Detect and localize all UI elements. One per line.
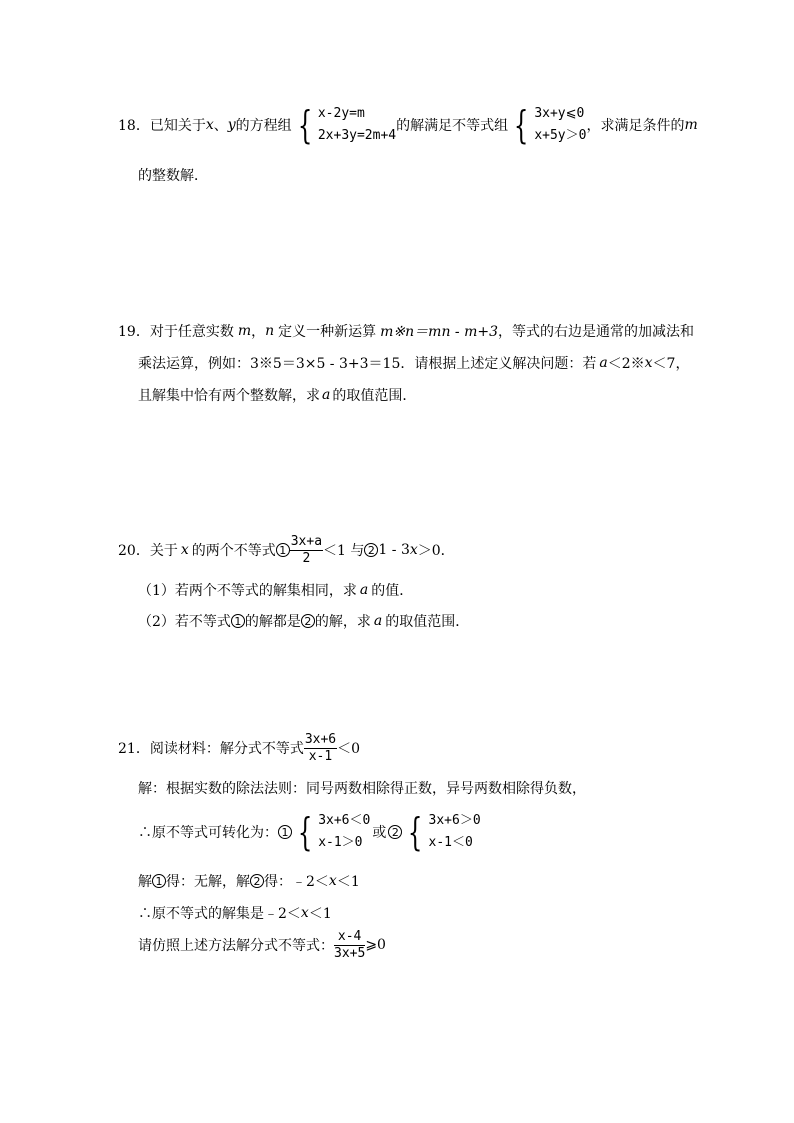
q18-line1: 18． 已知关于 x 、 y 的方程组 { x-2y=m 2x+3y=2m+4 的解满足不等式组 { 3x+y⩽0 x+5y＞0 ，求满足条件的 m [118, 103, 698, 147]
inequality-system: 3x+6＞0 x-1＜0 [428, 813, 481, 850]
fraction: $\frac{3x+6}{x-1}$ [304, 731, 337, 764]
fraction: $\frac{x-4}{3x+5}$ [334, 928, 366, 961]
circled-number-2: 2 [250, 874, 264, 888]
question-number: 19． [118, 324, 150, 340]
left-brace: { [297, 810, 313, 854]
q18-line2: 的整数解． [138, 168, 208, 184]
q19-line3: 且解集中恰有两个整数解，求 a 的取值范围． [138, 387, 417, 404]
q21-line4: 解 1 得：无解，解 2 得：﹣2＜ x ＜1 [138, 873, 360, 890]
q21-line5: ∴原不等式的解集是﹣2＜ x ＜1 [138, 905, 332, 922]
q21-line3: ∴原不等式可转化为： 1 { 3x+6＜0 x-1＞0 或 2 { 3x+6＞0 x-1＜0 [138, 810, 481, 854]
fraction: $\frac{3x+a}{2}$ [290, 533, 323, 566]
circled-number-2: 2 [364, 543, 378, 557]
left-brace: { [408, 810, 423, 854]
circled-number-1: 1 [152, 874, 166, 888]
equation-system: x-2y=m 2x+3y=2m+4 [317, 106, 397, 143]
q21-line2: 解：根据实数的除法法则：同号两数相除得正数，异号两数相除得负数， [138, 781, 586, 797]
q20-line1: 20． 关于 x 的两个不等式 1 $\frac{3x+a}{2}$ ＜1 与 2 1 - 3 x ＞0． [118, 533, 455, 566]
question-number: 21． [118, 741, 150, 757]
q19-line1: 19． 对于任意实数 m ， n 定义一种新运算 m※n＝mn - m+3 ，等式的右边是通常的加减法和 [118, 323, 694, 340]
question-number: 20． [118, 543, 150, 559]
q20-part2: （2）若不等式 1 的解都是 2 的解，求 a 的取值范围． [138, 613, 470, 630]
left-brace: { [513, 103, 529, 147]
inequality-system: 3x+y⩽0 x+5y＞0 [534, 106, 587, 143]
q21-line1: 21． 阅读材料：解分式不等式 $\frac{3x+6}{x-1}$ ＜0 [118, 731, 361, 764]
left-brace: { [297, 103, 313, 147]
circled-number-1: 1 [231, 614, 245, 628]
question-number: 18． [118, 118, 150, 134]
q21-line6: 请仿照上述方法解分式不等式： $\frac{x-4}{3x+5}$ ⩾0 [138, 928, 386, 961]
inequality-system: 3x+6＜0 x-1＞0 [318, 813, 371, 850]
circled-number-2: 2 [301, 614, 315, 628]
circled-number-2: 2 [388, 825, 402, 839]
q19-line2: 乘法运算，例如：3※5＝3×5 - 3+3＝15．请根据上述定义解决问题：若 a ＜2※ x ＜7， [138, 355, 690, 372]
circled-number-1: 1 [276, 543, 290, 557]
q20-part1: （1）若两个不等式的解集相同，求 a 的值． [138, 582, 414, 599]
circled-number-1: 1 [278, 825, 292, 839]
